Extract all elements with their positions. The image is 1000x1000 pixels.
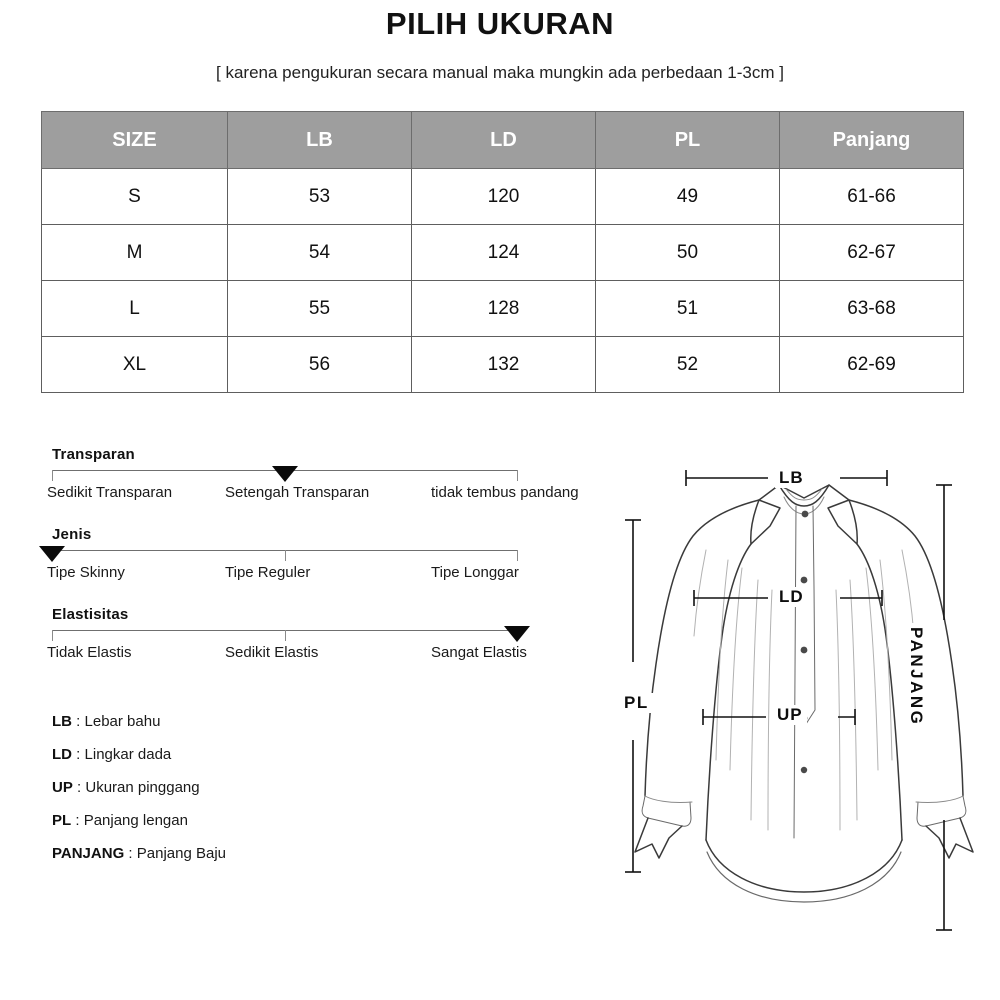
scale-tick-left-icon bbox=[52, 470, 53, 481]
scale-jenis bbox=[47, 526, 612, 606]
dimension-label-up: UP bbox=[773, 705, 807, 725]
cell-pl: 49 bbox=[596, 169, 780, 225]
list-item bbox=[52, 845, 472, 878]
legend-text: Lebar bahu bbox=[84, 713, 161, 730]
cell-pl: 51 bbox=[596, 281, 780, 337]
cell-panjang: 62-69 bbox=[780, 337, 964, 393]
cell-pl: 50 bbox=[596, 225, 780, 281]
legend-abbr: PL bbox=[52, 812, 72, 829]
dimension-label-lb: LB bbox=[775, 468, 808, 488]
scale-labels-transparan bbox=[47, 484, 607, 506]
cell-ld: 128 bbox=[412, 281, 596, 337]
legend-separator: : bbox=[72, 746, 85, 763]
scale-transparan bbox=[47, 446, 612, 526]
scale-tick-right-icon bbox=[517, 550, 518, 561]
cell-lb: 54 bbox=[228, 225, 412, 281]
attribute-scales bbox=[47, 446, 612, 686]
cell-ld: 132 bbox=[412, 337, 596, 393]
table-row bbox=[42, 169, 964, 225]
cell-lb: 53 bbox=[228, 169, 412, 225]
scale-label-mid: Setengah Transparan bbox=[225, 484, 370, 501]
scale-label-mid: Sedikit Elastis bbox=[225, 644, 319, 661]
legend-abbr: LB bbox=[52, 713, 72, 730]
scale-bar-transparan[interactable] bbox=[52, 470, 518, 471]
legend-text: Panjang Baju bbox=[136, 845, 226, 862]
page-subtitle: [ karena pengukuran secara manual maka mungkin ada perbedaan 1-3cm ] bbox=[216, 63, 784, 82]
scale-label-mid: Tipe Reguler bbox=[225, 564, 311, 581]
cell-size: S bbox=[42, 169, 228, 225]
scale-tick-center-icon bbox=[285, 630, 286, 641]
scale-label-low: Tidak Elastis bbox=[47, 644, 132, 661]
size-table-head bbox=[42, 112, 964, 169]
legend-text: Ukuran pinggang bbox=[85, 779, 200, 796]
cell-size: XL bbox=[42, 337, 228, 393]
size-table bbox=[41, 111, 964, 393]
scale-marker-transparan-icon[interactable] bbox=[272, 466, 298, 482]
legend-abbr: PANJANG bbox=[52, 845, 125, 862]
cell-lb: 56 bbox=[228, 337, 412, 393]
dimension-label-pl: PL bbox=[620, 693, 653, 713]
abbreviation-legend bbox=[52, 713, 472, 878]
column-header-panjang: Panjang bbox=[780, 112, 964, 169]
scale-label-high: Sangat Elastis bbox=[431, 644, 527, 661]
scale-tick-left-icon bbox=[52, 630, 53, 641]
cell-panjang: 63-68 bbox=[780, 281, 964, 337]
table-header-row bbox=[42, 112, 964, 169]
scale-tick-right-icon bbox=[517, 470, 518, 481]
scale-tick-center-icon bbox=[285, 550, 286, 561]
list-item bbox=[52, 746, 472, 779]
scale-marker-jenis-icon[interactable] bbox=[39, 546, 65, 562]
cell-size: L bbox=[42, 281, 228, 337]
column-header-pl: PL bbox=[596, 112, 780, 169]
table-row bbox=[42, 337, 964, 393]
size-table-body bbox=[42, 169, 964, 393]
cell-pl: 52 bbox=[596, 337, 780, 393]
legend-text: Panjang lengan bbox=[83, 812, 188, 829]
shirt-illustration-icon bbox=[608, 440, 1000, 960]
cell-lb: 55 bbox=[228, 281, 412, 337]
scale-title-jenis: Jenis bbox=[52, 526, 92, 543]
legend-text: Lingkar dada bbox=[84, 746, 172, 763]
scale-title-elastisitas: Elastisitas bbox=[52, 606, 129, 623]
list-item bbox=[52, 713, 472, 746]
column-header-lb: LB bbox=[228, 112, 412, 169]
dimension-label-panjang: PANJANG bbox=[906, 623, 926, 730]
scale-labels-elastisitas bbox=[47, 644, 607, 666]
dimension-label-ld: LD bbox=[775, 587, 808, 607]
legend-separator: : bbox=[72, 713, 85, 730]
cell-ld: 124 bbox=[412, 225, 596, 281]
scale-title-transparan: Transparan bbox=[52, 446, 135, 463]
legend-abbr: UP bbox=[52, 779, 73, 796]
legend-separator: : bbox=[71, 812, 84, 829]
scale-label-high: tidak tembus pandang bbox=[431, 484, 579, 501]
page-title: PILIH UKURAN bbox=[385, 6, 615, 41]
column-header-size: SIZE bbox=[42, 112, 228, 169]
scale-label-low: Sedikit Transparan bbox=[47, 484, 173, 501]
cell-panjang: 61-66 bbox=[780, 169, 964, 225]
cell-size: M bbox=[42, 225, 228, 281]
scale-labels-jenis bbox=[47, 564, 607, 586]
cell-panjang: 62-67 bbox=[780, 225, 964, 281]
legend-abbr: LD bbox=[52, 746, 72, 763]
legend-separator: : bbox=[72, 779, 86, 796]
column-header-ld: LD bbox=[412, 112, 596, 169]
scale-marker-elastisitas-icon[interactable] bbox=[504, 626, 530, 642]
list-item bbox=[52, 779, 472, 812]
legend-separator: : bbox=[124, 845, 137, 862]
cell-ld: 120 bbox=[412, 169, 596, 225]
scale-bar-elastisitas[interactable] bbox=[52, 630, 518, 631]
scale-bar-jenis[interactable] bbox=[52, 550, 518, 551]
scale-elastisitas bbox=[47, 606, 612, 686]
table-row bbox=[42, 281, 964, 337]
scale-label-high: Tipe Longgar bbox=[431, 564, 519, 581]
table-row bbox=[42, 225, 964, 281]
scale-label-low: Tipe Skinny bbox=[47, 564, 125, 581]
list-item bbox=[52, 812, 472, 845]
garment-diagram bbox=[608, 440, 1000, 960]
